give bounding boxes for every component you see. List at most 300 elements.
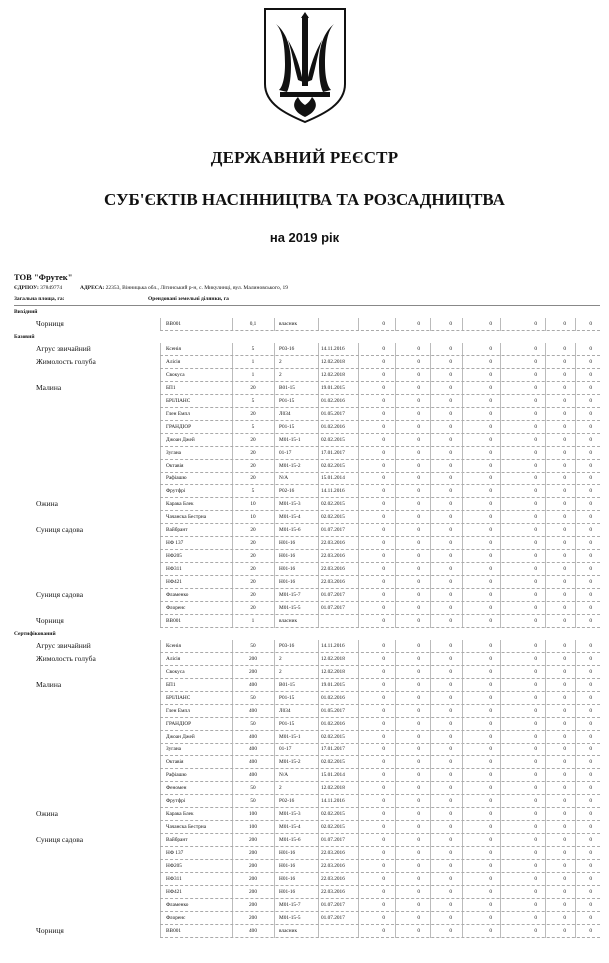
value-cell: 0 bbox=[417, 914, 420, 921]
value-cell: 0 bbox=[449, 863, 452, 869]
value-cell: 0 bbox=[589, 579, 592, 586]
value-cell: 0 bbox=[417, 733, 420, 740]
value-cell: 0 bbox=[382, 540, 385, 547]
area-value: 50 bbox=[250, 798, 256, 805]
value-cell: 0 bbox=[417, 927, 420, 934]
value-cell: 0 bbox=[489, 927, 492, 934]
value-cell: 0 bbox=[563, 371, 566, 378]
crop-name: Ожина bbox=[36, 499, 58, 509]
section-title: Сертифікований bbox=[14, 630, 56, 637]
value-cell: 0 bbox=[563, 488, 566, 495]
table-row bbox=[0, 318, 609, 331]
variety-name: БП1 bbox=[166, 384, 176, 391]
value-cell: 0 bbox=[449, 592, 452, 598]
area-value: 200 bbox=[249, 901, 257, 908]
variety-name: BB001 bbox=[166, 617, 182, 624]
value-cell: 0 bbox=[489, 707, 492, 714]
variety-name: Глен Емпл bbox=[166, 707, 190, 714]
value-cell: 0 bbox=[589, 733, 592, 740]
variety-name: Карака Блек bbox=[166, 501, 194, 508]
variety-name: Свокуса bbox=[166, 668, 185, 675]
area-value: 5 bbox=[251, 397, 255, 404]
certificate-code: власник bbox=[279, 617, 298, 624]
value-cell: 0 bbox=[589, 321, 592, 327]
value-cell: 0 bbox=[382, 345, 385, 352]
edrpou-label: ЄДРПОУ: bbox=[14, 285, 39, 291]
value-cell: 0 bbox=[449, 604, 452, 611]
value-cell: 0 bbox=[563, 733, 566, 740]
area-value: 20 bbox=[250, 604, 256, 611]
value-cell: 0 bbox=[449, 733, 452, 740]
value-cell: 0 bbox=[489, 863, 492, 869]
certificate-date: 01.07.2017 bbox=[321, 914, 345, 921]
certificate-code: M01-15-6 bbox=[279, 837, 301, 844]
area-value: 100 bbox=[249, 811, 257, 818]
value-cell: 0 bbox=[534, 720, 537, 727]
certificate-date: 22.03.2016 bbox=[321, 863, 345, 869]
certificate-code: P03-16 bbox=[279, 345, 295, 352]
variety-name: ГРАНДІОР bbox=[166, 720, 192, 727]
row-rule bbox=[160, 330, 600, 331]
variety-name: БРІЛІАНС bbox=[166, 694, 191, 701]
value-cell: 0 bbox=[489, 785, 492, 792]
variety-name: Алісія bbox=[166, 358, 181, 365]
value-cell: 0 bbox=[382, 875, 385, 882]
value-cell: 0 bbox=[449, 501, 452, 508]
value-cell: 0 bbox=[563, 875, 566, 882]
header-divider bbox=[14, 305, 600, 306]
table-row bbox=[0, 679, 609, 692]
certificate-code: H01-16 bbox=[279, 875, 296, 882]
certificate-date: 12.02.2018 bbox=[321, 785, 345, 792]
value-cell: 0 bbox=[534, 681, 537, 688]
value-cell: 0 bbox=[489, 592, 492, 598]
variety-name: Свокуса bbox=[166, 371, 185, 378]
value-cell: 0 bbox=[489, 423, 492, 430]
certificate-code: 01-17 bbox=[279, 746, 292, 753]
variety-name: Рафіашю bbox=[166, 475, 187, 482]
value-cell: 0 bbox=[449, 397, 452, 404]
value-cell: 0 bbox=[382, 746, 385, 753]
table-row bbox=[0, 756, 609, 769]
value-cell: 0 bbox=[534, 785, 537, 792]
value-cell: 0 bbox=[449, 566, 452, 573]
value-cell: 0 bbox=[489, 371, 492, 378]
year-label: на 2019 рік bbox=[269, 230, 340, 245]
certificate-code: P01-15 bbox=[279, 694, 295, 701]
value-cell: 0 bbox=[589, 397, 592, 404]
value-cell: 0 bbox=[534, 423, 537, 430]
table-row bbox=[0, 653, 609, 666]
certificate-code: 2 bbox=[279, 655, 282, 662]
value-cell: 0 bbox=[534, 371, 537, 378]
certificate-code: M01-15-3 bbox=[279, 811, 301, 818]
table-row bbox=[0, 485, 609, 498]
certificate-date: 12.02.2018 bbox=[321, 371, 345, 378]
value-cell: 0 bbox=[417, 668, 420, 675]
value-cell: 0 bbox=[382, 475, 385, 482]
table-row bbox=[0, 860, 609, 873]
table-row bbox=[0, 434, 609, 447]
value-cell: 0 bbox=[589, 462, 592, 469]
table-row bbox=[0, 731, 609, 744]
value-cell: 0 bbox=[417, 772, 420, 779]
value-cell: 0 bbox=[417, 617, 420, 624]
address-label: АДРЕСА: bbox=[80, 285, 105, 291]
variety-name: НФ205 bbox=[166, 863, 182, 869]
certificate-date: 22.03.2016 bbox=[321, 875, 345, 882]
value-cell: 0 bbox=[449, 321, 452, 327]
value-cell: 0 bbox=[449, 927, 452, 934]
value-cell: 0 bbox=[417, 501, 420, 508]
value-cell: 0 bbox=[417, 488, 420, 495]
value-cell: 0 bbox=[489, 462, 492, 469]
value-cell: 0 bbox=[534, 811, 537, 818]
area-value: 20 bbox=[250, 592, 256, 598]
value-cell: 0 bbox=[589, 358, 592, 365]
variety-name: Вайбрант bbox=[166, 837, 188, 844]
value-cell: 0 bbox=[589, 850, 592, 857]
value-cell: 0 bbox=[382, 927, 385, 934]
value-cell: 0 bbox=[449, 759, 452, 766]
certificate-code: H01-16 bbox=[279, 850, 296, 857]
value-cell: 0 bbox=[563, 707, 566, 714]
value-cell: 0 bbox=[589, 888, 592, 895]
crop-name: Чорниця bbox=[36, 319, 64, 328]
value-cell: 0 bbox=[563, 384, 566, 391]
value-cell: 0 bbox=[534, 449, 537, 456]
value-cell: 0 bbox=[534, 733, 537, 740]
value-cell: 0 bbox=[589, 371, 592, 378]
certificate-date: 12.02.2018 bbox=[321, 655, 345, 662]
variety-name: НФ205 bbox=[166, 553, 182, 560]
certificate-code: 2 bbox=[279, 668, 282, 675]
certificate-date: 14.11.2016 bbox=[321, 488, 345, 495]
variety-name: Джоан Джей bbox=[166, 733, 195, 740]
value-cell: 0 bbox=[563, 604, 566, 611]
value-cell: 0 bbox=[589, 759, 592, 766]
certificate-date: 02.02.2015 bbox=[321, 462, 345, 469]
certificate-code: N/A bbox=[279, 772, 289, 779]
value-cell: 0 bbox=[534, 514, 537, 521]
value-cell: 0 bbox=[382, 488, 385, 495]
value-cell: 0 bbox=[417, 358, 420, 365]
certificate-date: 19.01.2015 bbox=[321, 681, 345, 688]
variety-name: Фрутфрі bbox=[166, 488, 186, 495]
area-value: 10 bbox=[250, 514, 256, 521]
certificate-code: B01-15 bbox=[279, 681, 295, 688]
value-cell: 0 bbox=[417, 423, 420, 430]
area-value: 400 bbox=[249, 746, 257, 753]
value-cell: 0 bbox=[534, 863, 537, 869]
value-cell: 0 bbox=[417, 837, 420, 844]
area-value: 50 bbox=[250, 642, 256, 649]
value-cell: 0 bbox=[563, 566, 566, 573]
value-cell: 0 bbox=[382, 850, 385, 857]
certificate-date: 01.05.2017 bbox=[321, 707, 345, 714]
value-cell: 0 bbox=[382, 449, 385, 456]
value-cell: 0 bbox=[449, 540, 452, 547]
variety-name: БП1 bbox=[166, 681, 176, 688]
crop-name: Жимолость голуба bbox=[36, 653, 96, 663]
certificate-code: M01-15-1 bbox=[279, 733, 301, 740]
value-cell: 0 bbox=[489, 475, 492, 482]
value-cell: 0 bbox=[563, 772, 566, 779]
value-cell: 0 bbox=[382, 436, 385, 443]
value-cell: 0 bbox=[489, 837, 492, 844]
value-cell: 0 bbox=[417, 720, 420, 727]
value-cell: 0 bbox=[449, 436, 452, 443]
value-cell: 0 bbox=[449, 410, 452, 417]
edrpou-value: 37849774 bbox=[40, 285, 63, 291]
value-cell: 0 bbox=[534, 566, 537, 573]
section-title: Базовий bbox=[14, 333, 35, 340]
table-row bbox=[0, 576, 609, 589]
value-cell: 0 bbox=[417, 785, 420, 792]
value-cell: 0 bbox=[589, 410, 592, 417]
value-cell: 0 bbox=[449, 617, 452, 624]
value-cell: 0 bbox=[449, 772, 452, 779]
value-cell: 0 bbox=[563, 837, 566, 844]
variety-name: НФ 137 bbox=[166, 850, 184, 857]
certificate-date: 01.07.2017 bbox=[321, 592, 345, 598]
value-cell: 0 bbox=[589, 384, 592, 391]
value-cell: 0 bbox=[589, 617, 592, 624]
value-cell: 0 bbox=[449, 462, 452, 469]
area-value: 20 bbox=[250, 566, 256, 573]
value-cell: 0 bbox=[534, 798, 537, 805]
crop-name: Суниця садова bbox=[36, 590, 84, 599]
value-cell: 0 bbox=[489, 914, 492, 921]
value-cell: 0 bbox=[534, 668, 537, 675]
area-value: 20 bbox=[250, 527, 256, 534]
value-cell: 0 bbox=[534, 617, 537, 624]
area-value: 400 bbox=[249, 707, 257, 714]
variety-name: Карака Блек bbox=[166, 811, 194, 818]
certificate-code: Л034 bbox=[279, 410, 291, 417]
value-cell: 0 bbox=[382, 579, 385, 586]
value-cell: 0 bbox=[417, 604, 420, 611]
value-cell: 0 bbox=[449, 798, 452, 805]
table-row bbox=[0, 782, 609, 795]
value-cell: 0 bbox=[417, 642, 420, 649]
value-cell: 0 bbox=[489, 514, 492, 521]
certificate-date: 22.03.2016 bbox=[321, 888, 345, 895]
table-row bbox=[0, 472, 609, 485]
value-cell: 0 bbox=[382, 681, 385, 688]
value-cell: 0 bbox=[382, 566, 385, 573]
certificate-code: M01-15-2 bbox=[279, 462, 301, 469]
certificate-date: 01.02.2016 bbox=[321, 397, 345, 404]
area-value: 200 bbox=[249, 668, 257, 675]
certificate-code: M01-15-5 bbox=[279, 914, 301, 921]
certificate-date: 14.11.2016 bbox=[321, 642, 345, 649]
table-row bbox=[0, 886, 609, 899]
value-cell: 0 bbox=[563, 617, 566, 624]
certificate-date: 14.11.2016 bbox=[321, 798, 345, 805]
value-cell: 0 bbox=[589, 514, 592, 521]
value-cell: 0 bbox=[589, 927, 592, 934]
value-cell: 0 bbox=[449, 358, 452, 365]
value-cell: 0 bbox=[563, 527, 566, 534]
table-row bbox=[0, 912, 609, 925]
certificate-code: M01-15-4 bbox=[279, 514, 301, 521]
value-cell: 0 bbox=[489, 875, 492, 882]
area-value: 0,1 bbox=[249, 321, 257, 327]
variety-name: ГРАНДІОР bbox=[166, 423, 192, 430]
value-cell: 0 bbox=[417, 592, 420, 598]
area-value: 5 bbox=[251, 488, 255, 495]
area-value: 20 bbox=[250, 553, 256, 560]
value-cell: 0 bbox=[382, 759, 385, 766]
value-cell: 0 bbox=[382, 668, 385, 675]
area-value: 20 bbox=[250, 436, 256, 443]
variety-name: Феномен bbox=[166, 785, 187, 792]
area-value: 1 bbox=[251, 617, 255, 624]
variety-name: НФ311 bbox=[166, 566, 182, 573]
value-cell: 0 bbox=[489, 746, 492, 753]
area-value: 20 bbox=[250, 540, 256, 547]
value-cell: 0 bbox=[489, 824, 492, 831]
value-cell: 0 bbox=[534, 927, 537, 934]
value-cell: 0 bbox=[449, 837, 452, 844]
table-row bbox=[0, 343, 609, 356]
value-cell: 0 bbox=[589, 436, 592, 443]
value-cell: 0 bbox=[563, 655, 566, 662]
certificate-date: 22.03.2016 bbox=[321, 553, 345, 560]
certificate-date: 02.02.2015 bbox=[321, 514, 345, 521]
certificate-date: 01.02.2016 bbox=[321, 423, 345, 430]
crop-name: Малина bbox=[36, 679, 62, 689]
value-cell: 0 bbox=[449, 746, 452, 753]
value-cell: 0 bbox=[589, 566, 592, 573]
value-cell: 0 bbox=[449, 345, 452, 352]
value-cell: 0 bbox=[382, 655, 385, 662]
certificate-date: 14.11.2016 bbox=[321, 345, 345, 352]
value-cell: 0 bbox=[449, 449, 452, 456]
value-cell: 0 bbox=[534, 540, 537, 547]
variety-name: Зугана bbox=[166, 449, 182, 456]
table-row bbox=[0, 705, 609, 718]
variety-name: Джоан Джей bbox=[166, 436, 195, 443]
value-cell: 0 bbox=[489, 617, 492, 624]
area-value: 200 bbox=[249, 914, 257, 921]
table-row bbox=[0, 382, 609, 395]
area-value: 20 bbox=[250, 475, 256, 482]
variety-name: Рафіашю bbox=[166, 772, 187, 779]
value-cell: 0 bbox=[589, 655, 592, 662]
value-cell: 0 bbox=[589, 720, 592, 727]
value-cell: 0 bbox=[417, 901, 420, 908]
value-cell: 0 bbox=[534, 358, 537, 365]
value-cell: 0 bbox=[534, 759, 537, 766]
value-cell: 0 bbox=[589, 449, 592, 456]
certificate-date: 01.07.2017 bbox=[321, 604, 345, 611]
value-cell: 0 bbox=[589, 592, 592, 598]
value-cell: 0 bbox=[534, 397, 537, 404]
table-row bbox=[0, 460, 609, 473]
value-cell: 0 bbox=[382, 888, 385, 895]
value-cell: 0 bbox=[563, 410, 566, 417]
variety-name: Алісія bbox=[166, 655, 181, 662]
value-cell: 0 bbox=[417, 553, 420, 560]
value-cell: 0 bbox=[382, 901, 385, 908]
value-cell: 0 bbox=[489, 901, 492, 908]
certificate-date: 01.07.2017 bbox=[321, 837, 345, 844]
table-row bbox=[0, 925, 609, 938]
area-value: 10 bbox=[250, 501, 256, 508]
value-cell: 0 bbox=[417, 345, 420, 352]
area-value: 1 bbox=[251, 358, 255, 365]
table-row bbox=[0, 369, 609, 382]
table-row bbox=[0, 873, 609, 886]
area-value: 200 bbox=[249, 863, 257, 869]
table-row bbox=[0, 718, 609, 731]
value-cell: 0 bbox=[563, 720, 566, 727]
page-title: ДЕРЖАВНИЙ РЕЄСТР bbox=[210, 148, 399, 167]
value-cell: 0 bbox=[589, 488, 592, 495]
certificate-code: M01-15-7 bbox=[279, 901, 301, 908]
value-cell: 0 bbox=[382, 617, 385, 624]
value-cell: 0 bbox=[563, 579, 566, 586]
value-cell: 0 bbox=[449, 642, 452, 649]
variety-name: Фрутфрі bbox=[166, 798, 186, 805]
table-row bbox=[0, 743, 609, 756]
value-cell: 0 bbox=[589, 553, 592, 560]
coat-of-arms-emblem bbox=[262, 6, 348, 124]
value-cell: 0 bbox=[534, 901, 537, 908]
value-cell: 0 bbox=[449, 384, 452, 391]
value-cell: 0 bbox=[417, 371, 420, 378]
value-cell: 0 bbox=[489, 681, 492, 688]
value-cell: 0 bbox=[563, 553, 566, 560]
value-cell: 0 bbox=[563, 888, 566, 895]
table-row bbox=[0, 447, 609, 460]
value-cell: 0 bbox=[382, 462, 385, 469]
value-cell: 0 bbox=[589, 345, 592, 352]
variety-name: Октавія bbox=[166, 462, 184, 469]
value-cell: 0 bbox=[489, 694, 492, 701]
value-cell: 0 bbox=[382, 358, 385, 365]
value-cell: 0 bbox=[489, 566, 492, 573]
value-cell: 0 bbox=[534, 488, 537, 495]
area-value: 400 bbox=[249, 681, 257, 688]
value-cell: 0 bbox=[563, 514, 566, 521]
value-cell: 0 bbox=[589, 837, 592, 844]
certificate-date: 12.02.2018 bbox=[321, 358, 345, 365]
value-cell: 0 bbox=[563, 449, 566, 456]
certificate-code: 2 bbox=[279, 785, 282, 792]
value-cell: 0 bbox=[534, 824, 537, 831]
certificate-date: 15.01.2014 bbox=[321, 475, 345, 482]
area-value: 400 bbox=[249, 733, 257, 740]
value-cell: 0 bbox=[382, 592, 385, 598]
value-cell: 0 bbox=[449, 914, 452, 921]
value-cell: 0 bbox=[449, 579, 452, 586]
table-row bbox=[0, 524, 609, 537]
value-cell: 0 bbox=[589, 785, 592, 792]
area-value: 20 bbox=[250, 384, 256, 391]
value-cell: 0 bbox=[382, 837, 385, 844]
variety-name: Флоренс bbox=[166, 604, 186, 611]
table-row bbox=[0, 847, 609, 860]
value-cell: 0 bbox=[534, 655, 537, 662]
value-cell: 0 bbox=[489, 720, 492, 727]
value-cell: 0 bbox=[589, 914, 592, 921]
value-cell: 0 bbox=[589, 901, 592, 908]
certificate-date: 22.03.2016 bbox=[321, 579, 345, 586]
table-row bbox=[0, 769, 609, 782]
